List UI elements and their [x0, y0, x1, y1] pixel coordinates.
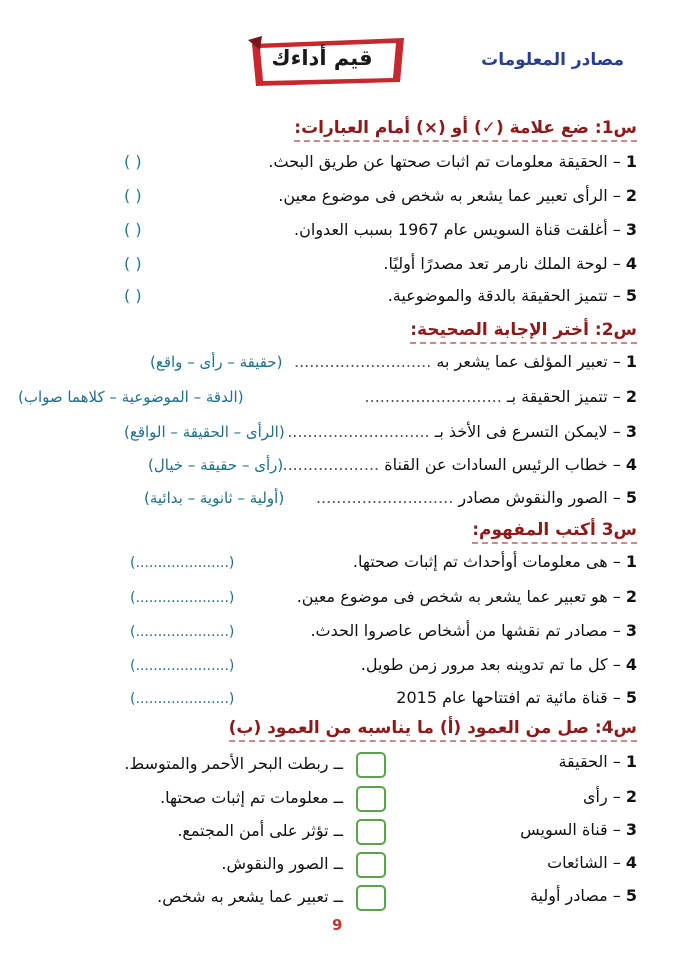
q1-item-1: 1 – الحقيقة معلومات تم اثبات صحتها عن طريق البحث.	[268, 152, 637, 171]
q3-heading: س3 أكتب المفهوم:	[472, 520, 637, 540]
q1-heading: س1: ضع علامة (✓) أو (×) أمام العبارات:	[294, 118, 637, 138]
q4-col-a-2: 2 – رأى	[582, 787, 637, 806]
q2-choices-4: (رأى – حقيقة – خيال)	[148, 456, 284, 474]
q4-match-box-2[interactable]	[356, 786, 386, 812]
q3-answer-5[interactable]: (.....................)	[130, 691, 235, 707]
q3-answer-1[interactable]: (.....................)	[130, 555, 235, 571]
q2-choices-3: (الرأى – الحقيقة – الواقع)	[124, 423, 285, 441]
q2-choices-1: (حقيقة – رأى – واقع)	[150, 353, 283, 371]
q4-col-b-3: ــ تؤثر على أمن المجتمع.	[177, 821, 343, 840]
q2-choices-5: (أولية – ثانوية – بدائية)	[144, 489, 285, 507]
q1-answer-2[interactable]: ( )	[124, 186, 142, 205]
q2-choices-2: (الدقة – الموضوعية – كلاهما صواب)	[18, 388, 244, 406]
q2-item-2: 2 – تتميز الحقيقة بـ ...........................	[364, 387, 637, 406]
q2-item-3: 3 – لايمكن التسرع فى الأخذ بـ ............................	[287, 422, 637, 441]
q2-item-4: 4 – خطاب الرئيس السادات عن القناة ...................	[282, 455, 637, 474]
q3-item-1: 1 – هى معلومات أوأحداث تم إثبات صحتها.	[352, 552, 637, 571]
q2-item-1: 1 – تعبير المؤلف عما يشعر به ...........................	[294, 352, 637, 371]
q4-col-b-5: ــ تعبير عما يشعر به شخص.	[157, 887, 343, 906]
q4-heading: س4: صل من العمود (أ) ما يناسبه من العمود (ب)	[228, 718, 637, 738]
q4-col-a-5: 5 – مصادر أولية	[529, 886, 637, 905]
q2-heading: س2: أختر الإجابة الصحيحة:	[410, 320, 637, 340]
q1-answer-3[interactable]: ( )	[124, 220, 142, 239]
q2-item-5: 5 – الصور والنقوش مصادر ...........................	[315, 488, 637, 507]
page-number: 9	[332, 916, 343, 934]
q4-col-b-4: ــ الصور والنقوش.	[221, 854, 343, 873]
q1-item-3: 3 – أغلقت قناة السويس عام 1967 بسبب العدوان.	[294, 220, 637, 239]
q3-item-4: 4 – كل ما تم تدوينه بعد مرور زمن طويل.	[360, 655, 637, 674]
q1-answer-1[interactable]: ( )	[124, 152, 142, 171]
q3-item-3: 3 – مصادر تم نقشها من أشخاص عاصروا الحدث.	[310, 621, 637, 640]
banner-title: قيم أداءك	[271, 46, 373, 70]
q4-match-box-3[interactable]	[356, 819, 386, 845]
subject-title: مصادر المعلومات	[481, 50, 624, 70]
q4-match-box-1[interactable]	[356, 752, 386, 778]
q1-answer-5[interactable]: ( )	[124, 286, 142, 305]
q4-col-a-4: 4 – الشائعات	[547, 853, 637, 872]
q4-match-box-4[interactable]	[356, 852, 386, 878]
q3-item-5: 5 – قناة مائية تم افتتاحها عام 2015	[396, 688, 637, 707]
q4-col-b-2: ــ معلومات تم إثبات صحتها.	[160, 788, 343, 807]
q1-item-2: 2 – الرأى تعبير عما يشعر به شخص فى موضوع معين.	[278, 186, 637, 205]
q4-col-a-3: 3 – قناة السويس	[520, 820, 637, 839]
q3-answer-2[interactable]: (.....................)	[130, 590, 235, 606]
q4-match-box-5[interactable]	[356, 885, 386, 911]
q3-answer-3[interactable]: (.....................)	[130, 624, 235, 640]
q3-item-2: 2 – هو تعبير عما يشعر به شخص فى موضوع معين.	[296, 587, 637, 606]
q1-item-5: 5 – تتميز الحقيقة بالدقة والموضوعية.	[387, 286, 637, 305]
q1-item-4: 4 – لوحة الملك نارمر تعد مصدرًا أوليًا.	[383, 254, 637, 273]
q4-col-b-1: ــ ربطت البحر الأحمر والمتوسط.	[124, 754, 343, 773]
q1-answer-4[interactable]: ( )	[124, 254, 142, 273]
q3-answer-4[interactable]: (.....................)	[130, 658, 235, 674]
q4-col-a-1: 1 – الحقيقة	[558, 752, 637, 771]
